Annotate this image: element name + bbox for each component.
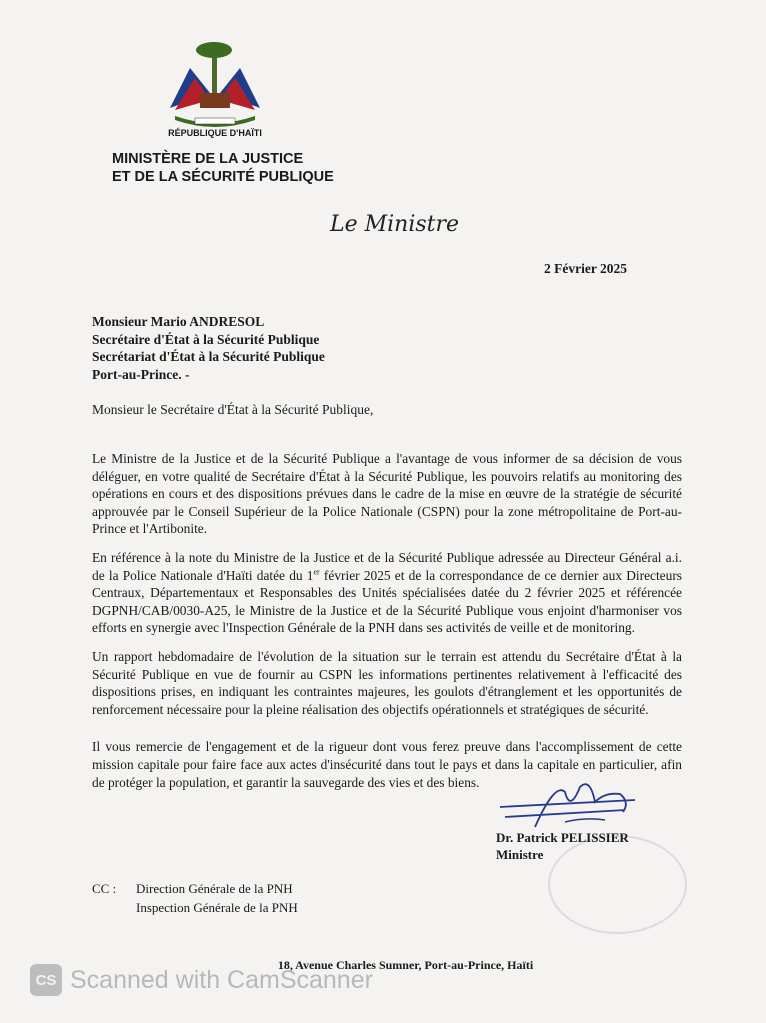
paragraph-2-part-1: En référence à la note du Ministre de la Justice et de la Sécurité Publique adressée au Directeur Général a.i. de la Police Nationale d'Haïti datée du 1 xyxy=(92,549,682,583)
recipient-name: Monsieur Mario ANDRESOL xyxy=(92,314,265,329)
camscanner-logo-icon: CS xyxy=(30,964,62,996)
ministry-header xyxy=(112,150,334,186)
paragraph-3: Un rapport hebdomadaire de l'évolution de la situation sur le terrain est attendu du Secrétaire d'État à la Sécurité Publique en vue de fournir au CSPN les informations pertinentes relativement à l'efficacité des dispositions prises, en indiquant les contraintes majeures, les goulots d'étranglement et les opportunités de renforcement nécessaire pour la pleine réalisation des objectifs opérationnels et stratégiques de sécurité. xyxy=(92,648,682,717)
salutation: Monsieur le Secrétaire d'État à la Sécurité Publique, xyxy=(92,402,374,417)
office-title: Le Ministre xyxy=(330,212,460,237)
letter-date: 2 Février 2025 xyxy=(544,261,627,276)
recipient-city: Port-au-Prince. - xyxy=(92,366,190,382)
watermark-text: Scanned with CamScanner xyxy=(70,965,373,994)
paragraph-4: Il vous remercie de l'engagement et de la rigueur dont vous ferez preuve dans l'accomplissement de cette mission capitale pour faire face aux actes d'insécurité dans tout le pays et dans la capitale en particulier, afin de protéger la population, et garantir la sauvegarde des vies et des biens. xyxy=(92,739,682,790)
republic-label: RÉPUBLIQUE D'HAÏTI xyxy=(168,128,262,138)
paragraph-2-part-2: février 2025 et de la correspondance de ce dernier aux Directeurs Centraux, Départementaux et Responsables des Unités spécialisées datée du 2 février 2025 et référencée DGPNH/CAB/0030-A25, le Ministre de la Justice et de la Sécurité Publique vous enjoint d'harmoniser vos efforts en synergie avec l'Inspection Générale de la PNH dans ses activités de veille et de monitoring. xyxy=(92,567,682,636)
ministry-line-1: MINISTÈRE DE LA JUSTICE xyxy=(112,151,304,167)
paragraph-2 xyxy=(92,549,682,637)
signatory-block xyxy=(496,830,629,863)
recipient-block xyxy=(92,313,325,383)
camscanner-watermark xyxy=(30,964,373,996)
cc-item: Inspection Générale de la PNH xyxy=(136,900,298,915)
recipient-office: Secrétariat d'État à la Sécurité Publique xyxy=(92,349,325,364)
paragraph-1: Le Ministre de la Justice et de la Sécurité Publique a l'avantage de vous informer de sa décision de vous déléguer, en votre qualité de Secrétaire d'État à la Sécurité Publique, les pouvoirs relatifs au monitoring des opérations en cours et des dispositions prévues dans le cadre de la mise en œuvre de la stratégie de sécurité approuvée par le Conseil Supérieur de la Police Nationale (CSPN) pour la zone métropolitaine de Port-au-Prince et l'Artibonite. xyxy=(92,451,682,537)
cc-item: Direction Générale de la PNH xyxy=(136,881,293,896)
cc-label: CC : xyxy=(92,881,117,896)
signatory-title: Ministre xyxy=(496,846,544,862)
signatory-name: Dr. Patrick PELISSIER xyxy=(496,830,629,845)
recipient-title: Secrétaire d'État à la Sécurité Publique xyxy=(92,331,320,347)
ministry-line-2: ET DE LA SÉCURITÉ PUBLIQUE xyxy=(112,169,334,185)
coat-of-arms-icon xyxy=(160,38,270,128)
letter-body xyxy=(92,450,682,802)
footer-address: 18, Avenue Charles Sumner, Port-au-Prince, Haïti xyxy=(277,958,534,972)
signature-icon xyxy=(495,772,645,837)
cc-block xyxy=(92,879,298,917)
ordinal-superscript: er xyxy=(313,567,320,577)
